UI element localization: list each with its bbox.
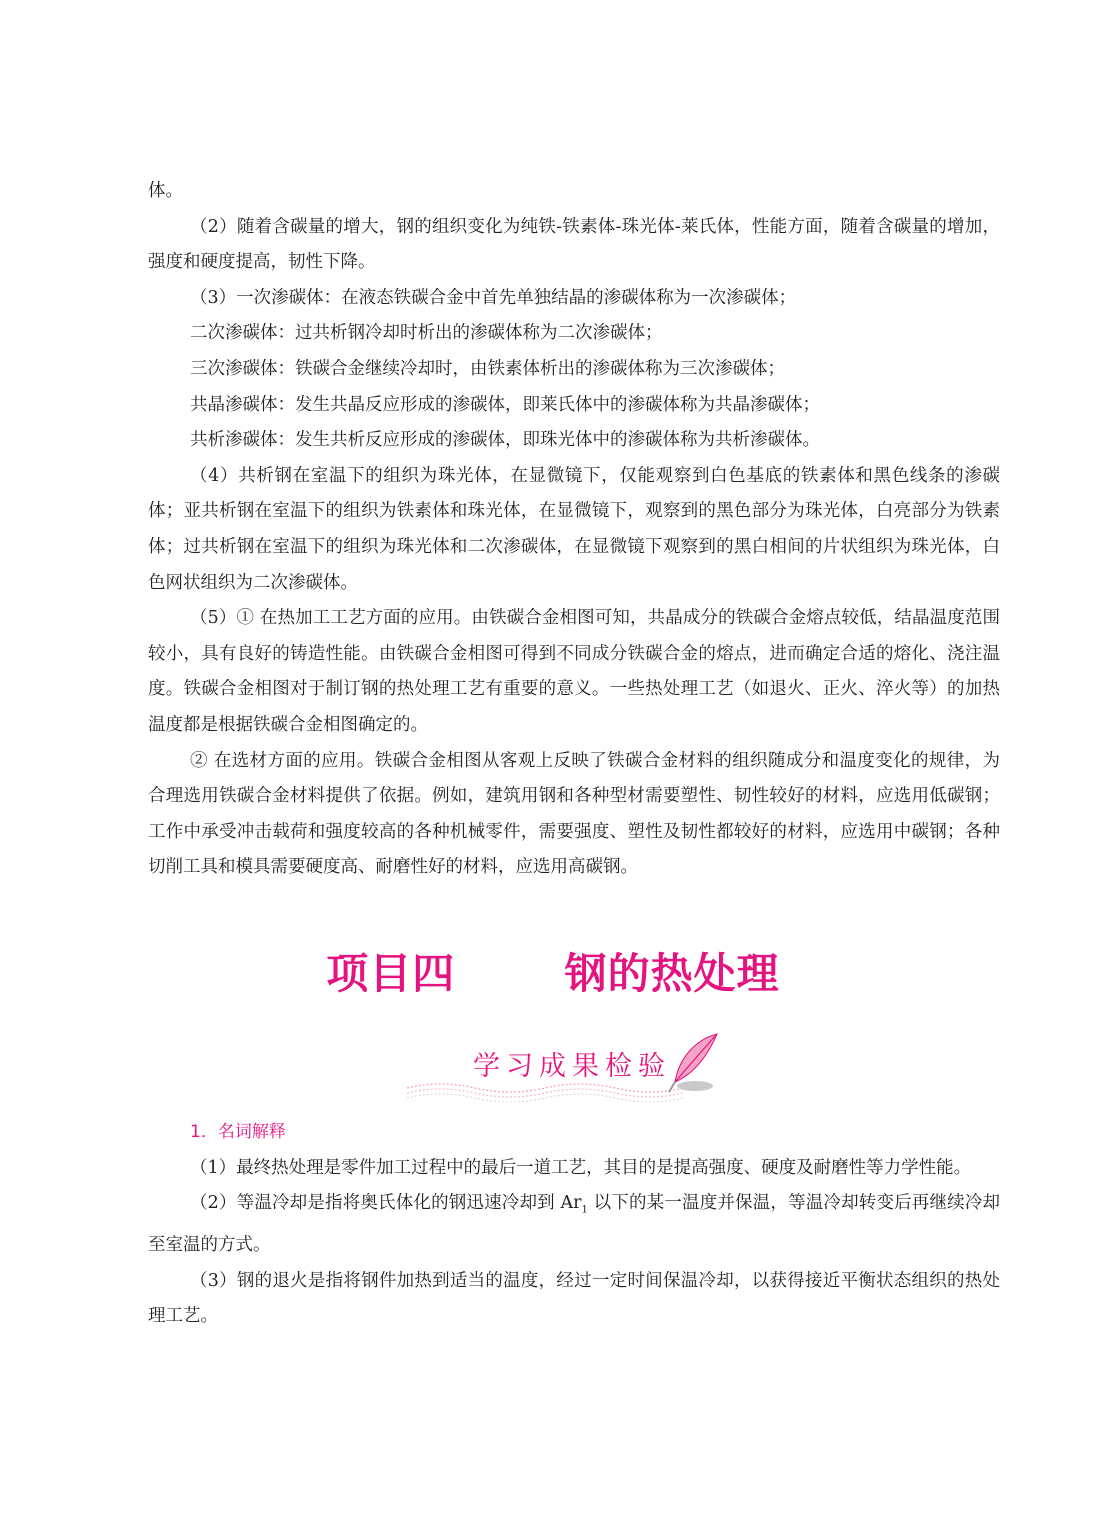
paragraph-eutectic-cementite: 共晶渗碳体：发生共晶反应形成的渗碳体，即莱氏体中的渗碳体称为共晶渗碳体；: [190, 394, 820, 415]
definition-text: （2）等温冷却是指将奥氏体化的钢迅速冷却到 Ar: [190, 1193, 582, 1214]
section-banner-title: 学习成果检验: [473, 1051, 671, 1082]
answer-text-block: [148, 174, 1000, 886]
project-title: [0, 944, 1106, 1004]
project-name: 钢的热处理: [564, 949, 780, 998]
wave-divider: [405, 1078, 685, 1102]
paragraph-hot-working-application: （5）① 在热加工工艺方面的应用。由铁碳合金相图可知，共晶成分的铁碳合金熔点较低，结晶温度范围较小，具有良好的铸造性能。由铁碳合金相图可得到不同成分铁碳合金的熔点，进而确定合适的熔化、浇注温度。铁碳合金相图对于制订钢的热处理工艺有重要的意义。一些热处理工艺（如退火、正火、淬火等）的加热温度都是根据铁碳合金相图确定的。: [148, 608, 1000, 735]
paragraph-continuation: 体。: [148, 181, 183, 201]
paragraph-primary-cementite: （3）一次渗碳体：在液态铁碳合金中首先单独结晶的渗碳体称为一次渗碳体；: [190, 287, 797, 308]
paragraph-material-selection: ② 在选材方面的应用。铁碳合金相图从客观上反映了铁碳合金材料的组织随成分和温度变化的规律，为合理选用铁碳合金材料提供了依据。例如，建筑用钢和各种型材需要塑性、韧性较好的材料，应选用低碳钢；工作中承受冲击载荷和强度较高的各种机械零件，需要强度、塑性及韧性都较好的材料，应选用中碳钢；各种切削工具和模具需要硬度高、耐磨性好的材料，应选用高碳钢。: [148, 750, 1000, 878]
subscript: 1: [581, 1204, 588, 1216]
feather-quill-icon: [665, 1030, 725, 1096]
paragraph-tertiary-cementite: 三次渗碳体：铁碳合金继续冷却时，由铁素体析出的渗碳体称为三次渗碳体；: [190, 358, 785, 379]
definition-text: 以下的某一温度并保温，等温冷却转变后再继续冷却至室温的方式。: [148, 1193, 1000, 1256]
definitions-section: [148, 1115, 1000, 1335]
definition-annealing: （3）钢的退火是指将钢件加热到适当的温度，经过一定时间保温冷却，以获得接近平衡状态组织的热处理工艺。: [148, 1270, 1000, 1327]
subheading-term-explanation: 1．名词解释: [190, 1122, 286, 1142]
definition-isothermal-cooling: [148, 1186, 1000, 1264]
definition-final-heat-treatment: （1）最终热处理是零件加工过程中的最后一道工艺，其目的是提高强度、硬度及耐磨性等力学性能。: [190, 1157, 972, 1178]
paragraph-microstructure: （4）共析钢在室温下的组织为珠光体，在显微镜下，仅能观察到白色基底的铁素体和黑色线条的渗碳体；亚共析钢在室温下的组织为铁素体和珠光体，在显微镜下，观察到的黑色部分为珠光体，白亮部分为铁素体；过共析钢在室温下的组织为珠光体和二次渗碳体，在显微镜下观察到的黑白相间的片状组织为珠光体，白色网状组织为二次渗碳体。: [148, 465, 1000, 593]
paragraph-secondary-cementite: 二次渗碳体：过共析钢冷却时析出的渗碳体称为二次渗碳体；: [190, 323, 663, 344]
section-banner: [405, 1030, 735, 1110]
project-number: 项目四: [326, 949, 456, 998]
paragraph-eutectoid-cementite: 共析渗碳体：发生共析反应形成的渗碳体，即珠光体中的渗碳体称为共析渗碳体。: [190, 430, 820, 451]
paragraph-carbon-content: （2）随着含碳量的增大，钢的组织变化为纯铁-铁素体-珠光体-莱氏体，性能方面，随着含碳量的增加，强度和硬度提高，韧性下降。: [148, 216, 1000, 273]
